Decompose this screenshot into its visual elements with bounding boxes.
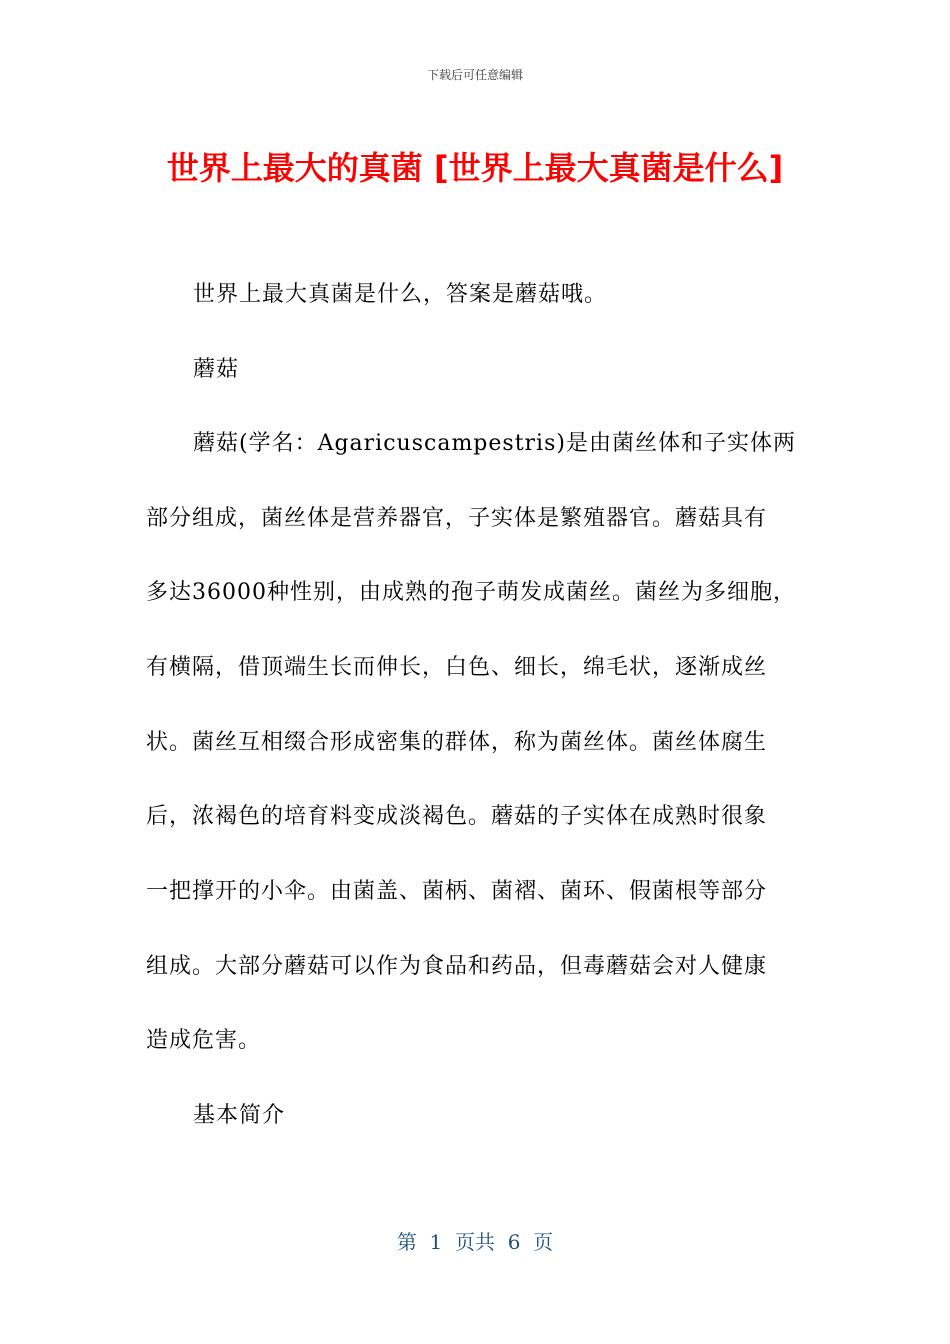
paragraph-line: 有横隔，借顶端生长而伸长，白色、细长，绵毛状，逐渐成丝 <box>146 655 768 680</box>
paragraph-line: 世界上最大真菌是什么，答案是蘑菇哦。 <box>193 282 608 307</box>
paragraph-line: 部分组成，菌丝体是营养器官，子实体是繁殖器官。蘑菇具有 <box>146 506 768 531</box>
paragraph-line: 状。菌丝互相缀合形成密集的群体，称为菌丝体。菌丝体腐生 <box>146 730 768 755</box>
paragraph-line: 蘑菇(学名：Agaricuscampestris)是由菌丝体和子实体两 <box>193 431 796 456</box>
page-number-footer: 第 1 页共 6 页 <box>396 1230 554 1254</box>
paragraph-line: 造成危害。 <box>146 1028 262 1053</box>
section-heading: 基本简介 <box>193 1103 286 1128</box>
paragraph-line: 组成。大部分蘑菇可以作为食品和药品，但毒蘑菇会对人健康 <box>146 954 768 979</box>
section-heading: 蘑菇 <box>193 357 240 382</box>
paragraph-line: 后，浓褐色的培育料变成淡褐色。蘑菇的子实体在成熟时很象 <box>146 804 768 829</box>
header-note: 下载后可任意编辑 <box>426 68 523 82</box>
paragraph-line: 一把撑开的小伞。由菌盖、菌柄、菌褶、菌环、假菌根等部分 <box>146 879 768 904</box>
paragraph-line: 多达36000种性别，由成熟的孢子萌发成菌丝。菌丝为多细胞， <box>146 580 796 605</box>
page-title: 世界上最大的真菌 [世界上最大真菌是什么] <box>166 149 784 187</box>
